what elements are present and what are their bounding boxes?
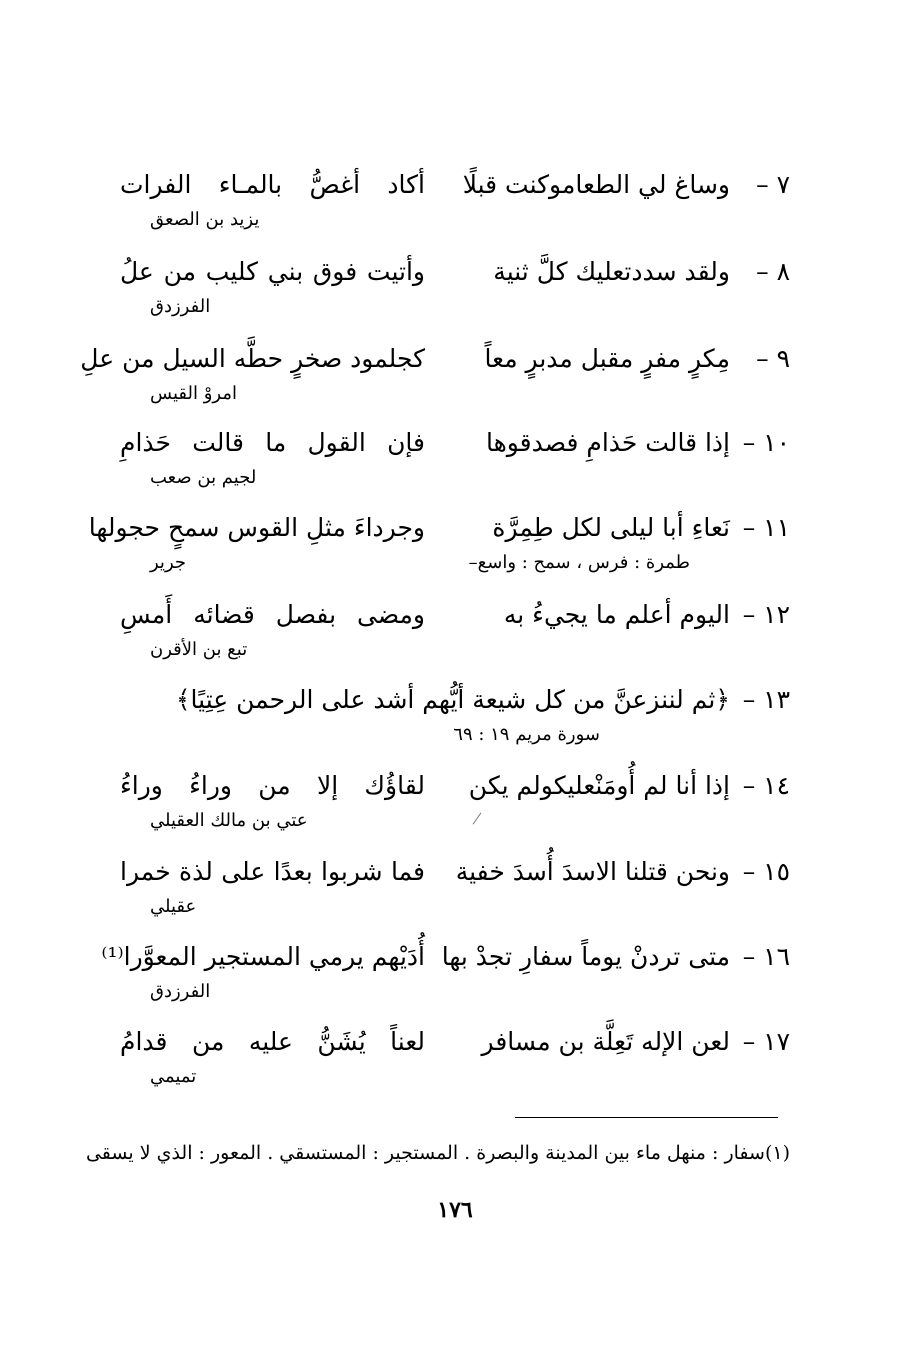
- first-hemistich: متى تردنْ يوماً سفارِ تجدْ بها: [441, 942, 730, 971]
- verse-number: ٩ –: [756, 344, 790, 373]
- poet-attribution: امروْ القيس: [150, 383, 237, 404]
- poet-attribution: تبع بن الأقرن: [150, 639, 248, 660]
- verse-line: [100, 852, 790, 892]
- second-hemistich: أُدَيْهم يرمي المستجير المعوَّرا⁽¹⁾: [101, 942, 425, 971]
- first-hemistich: ولقد سددتعليك كلَّ ثنية: [493, 257, 730, 286]
- poet-attribution: الفرزدق: [150, 981, 211, 1002]
- verse-number: ١٣ –: [742, 685, 790, 714]
- first-hemistich: وساغ لي الطعاموكنت قبلًا: [462, 170, 730, 199]
- first-hemistich: اليوم أعلم ما يجيءُ به: [503, 600, 730, 629]
- first-hemistich: إذا أنا لم أُومَنْعليكولم يكن: [468, 771, 730, 800]
- first-hemistich: نَعاءِ أبا ليلى لكل طِمِرَّة: [492, 513, 730, 542]
- verse-number: ١١ –: [742, 513, 790, 542]
- page-number: ١٧٦: [437, 1197, 473, 1223]
- verse-entry: [80, 339, 790, 419]
- poet-attribution: عقيلي: [150, 896, 197, 917]
- verse-number: ٨ –: [756, 257, 790, 286]
- verse-number: ١٦ –: [742, 942, 790, 971]
- verse-number: ١٧ –: [742, 1027, 790, 1056]
- poet-attribution: جرير: [150, 552, 186, 573]
- verse-entry: [100, 1022, 790, 1102]
- first-hemistich: ونحن قتلنا الاسدَ أُسدَ خفية: [455, 857, 730, 886]
- verse-entry: [100, 252, 790, 332]
- second-hemistich: وأتيت فوق بني كليب من علُ: [120, 257, 425, 286]
- verse-line: [80, 339, 790, 379]
- poet-attribution: عتي بن مالك العقيلي: [150, 810, 308, 831]
- verse-entry: [100, 680, 790, 760]
- footnote: (١)سفار : منهل ماء بين المدينة والبصرة . المستجير : المستسقي . المعور : الذي لا يسقى: [85, 1142, 790, 1164]
- verse-line: [100, 165, 790, 205]
- verse-number: ٧ –: [756, 170, 790, 199]
- verse-line: [88, 508, 790, 548]
- second-hemistich: كجلمود صخرٍ حطَّه السيل من علِ: [80, 344, 425, 373]
- first-hemistich: لعن الإله تَعِلَّة بن مسافر: [481, 1027, 730, 1056]
- verse-number: ١٠ –: [742, 428, 790, 457]
- verse-line: [100, 766, 790, 806]
- verse-entry: [100, 423, 790, 503]
- verse-entry: [100, 766, 790, 846]
- verse-entry: [100, 595, 790, 675]
- footnote-separator: [515, 1117, 778, 1118]
- verse-line: [100, 937, 790, 977]
- second-hemistich: لقاؤُك إلا من وراءُ وراءُ: [120, 771, 425, 800]
- verse-line: [100, 1022, 790, 1062]
- verse-entry: [100, 852, 790, 932]
- second-hemistich: فإن القول ما قالت حَذامِ: [120, 428, 425, 457]
- verse-number: ١٢ –: [742, 600, 790, 629]
- verse-line: [100, 423, 790, 463]
- verse-line: [100, 595, 790, 635]
- second-hemistich: ومضى بفصل قضائه أَمسِ: [120, 600, 425, 629]
- poet-attribution: لجيم بن صعب: [150, 467, 257, 488]
- first-hemistich: إذا قالت حَذامِ فصدقوها: [485, 428, 730, 457]
- verse-line: [100, 680, 790, 720]
- poet-attribution: الفرزدق: [150, 296, 211, 317]
- second-hemistich: وجرداءَ مثلِ القوس سمحٍ حجولها: [88, 513, 425, 542]
- word-gloss: طمرة : فرس ، سمح : واسع–: [468, 552, 690, 573]
- second-hemistich: فما شربوا بعدًا على لذة خمرا: [120, 857, 425, 886]
- first-hemistich: مِكرٍ مفرٍ مقبل مدبرٍ معاً: [484, 344, 730, 373]
- verse-number: ١٤ –: [742, 771, 790, 800]
- quran-verse: ﴿ثم لننزعنَّ من كل شيعة أيُّهم أشد على الرحمن عِتِيًا﴾: [175, 685, 730, 714]
- verse-line: [100, 252, 790, 292]
- verse-entry: [100, 165, 790, 245]
- second-hemistich: أكاد أغصُّ بالمـاء الفرات: [120, 170, 425, 199]
- surah-reference: سورة مريم ١٩ : ٦٩: [453, 724, 600, 745]
- verse-number: ١٥ –: [742, 857, 790, 886]
- poet-attribution: تميمي: [150, 1066, 197, 1087]
- verse-entry: [100, 937, 790, 1017]
- second-hemistich: لعناً يُشَنُّ عليه من قدامُ: [120, 1027, 425, 1056]
- verse-entry: [88, 508, 790, 588]
- poet-attribution: يزيد بن الصعق: [150, 209, 260, 230]
